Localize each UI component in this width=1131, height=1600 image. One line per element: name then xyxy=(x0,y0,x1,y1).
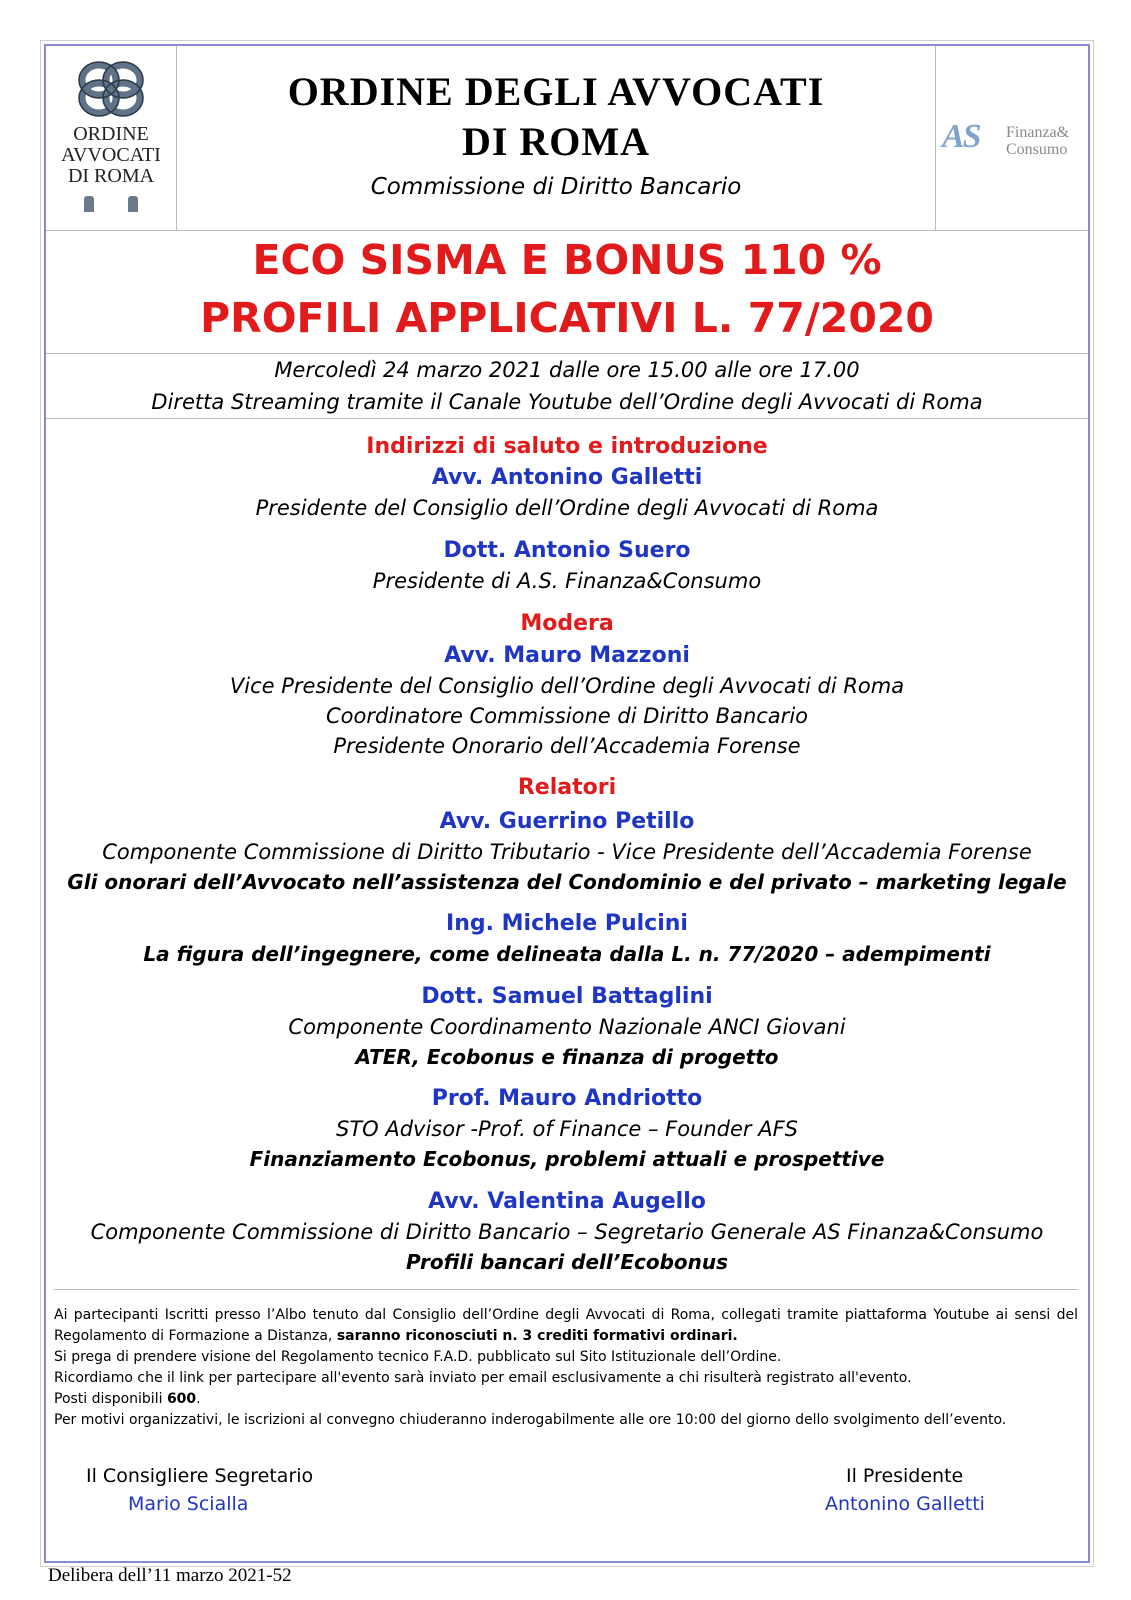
speaker4-name: Prof. Mauro Andriotto xyxy=(431,1086,703,1111)
notes-paragraph-link: Ricordiamo che il link per partecipare all'evento sarà inviato per email esclusivamente a chi risulterà registrato all'evento. xyxy=(54,1370,912,1386)
speaker2-name: Ing. Michele Pulcini xyxy=(446,911,688,936)
header xyxy=(46,46,1088,231)
divider xyxy=(46,418,1088,419)
partner-logo-letters: AS xyxy=(942,118,980,155)
speakers-heading: Relatori xyxy=(517,775,617,800)
event-title-line2: PROFILI APPLICATIVI L. 77/2020 xyxy=(200,294,934,342)
speaker3-topic: ATER, Ecobonus e finanza di progetto xyxy=(355,1045,779,1069)
speaker2-topic: La figura dell’ingegnere, come delineata dalla L. n. 77/2020 – adempimenti xyxy=(143,942,991,966)
speaker5-name: Avv. Valentina Augello xyxy=(428,1189,706,1214)
notes-paragraph-seats xyxy=(54,1389,1078,1410)
notes-seats-count: 600 xyxy=(166,1391,197,1407)
speaker5-topic: Profili bancari dell’Ecobonus xyxy=(405,1250,729,1274)
notes-credits-text: Ai partecipanti Iscritti presso l’Albo tenuto dal Consiglio dell’Ordine degli Avvocati di Roma, collegati tramite piattaforma Youtube ai sensi del Regolamento di Formazione a Distanza, xyxy=(54,1307,1078,1344)
knot-emblem-icon xyxy=(75,58,147,120)
signature-right-title: Il Presidente xyxy=(846,1465,964,1487)
moderator-role-2: Coordinatore Commissione di Diritto Bancario xyxy=(326,704,808,728)
signature-left-name: Mario Scialla xyxy=(128,1493,249,1515)
logo-ornament-icon xyxy=(84,196,138,212)
speaker5-role: Componente Commissione di Diritto Bancario – Segretario Generale AS Finanza&Consumo xyxy=(90,1220,1044,1244)
speaker1-topic: Gli onorari dell’Avvocato nell’assistenza del Condominio e del privato – marketing legale xyxy=(67,870,1067,894)
greeting2-role: Presidente di A.S. Finanza&Consumo xyxy=(372,569,762,593)
notes-seats-end: . xyxy=(196,1391,201,1407)
commission-subtitle: Commissione di Diritto Bancario xyxy=(370,174,742,200)
moderator-role-3: Presidente Onorario dell’Accademia Forense xyxy=(333,734,801,758)
logo-text-ordine: ORDINE xyxy=(73,123,149,145)
partner-logo-text-2: Consumo xyxy=(1006,141,1068,158)
notes-paragraph-credits xyxy=(54,1305,1078,1347)
notes-paragraph-deadline: Per motivi organizzativi, le iscrizioni al convegno chiuderanno inderogabilmente alle ore 10:00 del giorno dello svolgimento dell’evento. xyxy=(54,1412,1007,1428)
partner-logo xyxy=(935,46,1088,230)
speaker3-name: Dott. Samuel Battaglini xyxy=(421,984,713,1009)
event-streaming: Diretta Streaming tramite il Canale Youtube dell’Ordine degli Avvocati di Roma xyxy=(151,390,983,414)
greetings-heading: Indirizzi di saluto e introduzione xyxy=(366,434,768,459)
speaker4-topic: Finanziamento Ecobonus, problemi attuali e prospettive xyxy=(249,1147,885,1171)
speaker3-role: Componente Coordinamento Nazionale ANCI Giovani xyxy=(288,1015,846,1039)
speaker4-role: STO Advisor -Prof. of Finance – Founder AFS xyxy=(335,1117,799,1141)
delibera-footer: Delibera dell’11 marzo 2021-52 xyxy=(48,1565,292,1586)
divider xyxy=(46,353,1088,354)
order-logo xyxy=(46,46,177,230)
notes-credits-bold: saranno riconosciuti n. 3 crediti formativi ordinari. xyxy=(336,1328,738,1344)
moderator-role-1: Vice Presidente del Consiglio dell’Ordine degli Avvocati di Roma xyxy=(229,674,905,698)
signature-right-name: Antonino Galletti xyxy=(825,1493,985,1515)
event-title-line1: ECO SISMA E BONUS 110 % xyxy=(252,236,882,284)
logo-text-avvocati: AVVOCATI xyxy=(61,144,161,166)
partner-logo-text-1: Finanza& xyxy=(1006,124,1070,141)
speaker1-name: Avv. Guerrino Petillo xyxy=(439,809,695,834)
org-title-line2: DI ROMA xyxy=(461,119,651,164)
greeting2-name: Dott. Antonio Suero xyxy=(443,538,691,563)
greeting1-name: Avv. Antonino Galletti xyxy=(431,465,703,490)
signature-left-title: Il Consigliere Segretario xyxy=(86,1465,314,1487)
notes-paragraph-regulation: Si prega di prendere visione del Regolamento tecnico F.A.D. pubblicato sul Sito Istituzionale dell’Ordine. xyxy=(54,1349,782,1365)
greeting1-role: Presidente del Consiglio dell’Ordine degli Avvocati di Roma xyxy=(255,496,879,520)
divider xyxy=(54,1289,1078,1290)
moderator-name: Avv. Mauro Mazzoni xyxy=(444,643,690,668)
notes-seats-text: Posti disponibili xyxy=(54,1391,167,1407)
notes xyxy=(54,1305,1078,1431)
moderator-heading: Modera xyxy=(520,611,614,636)
org-title-line1: ORDINE DEGLI AVVOCATI xyxy=(287,69,825,114)
speaker1-role: Componente Commissione di Diritto Tributario - Vice Presidente dell’Accademia Forense xyxy=(102,840,1032,864)
logo-text-roma: DI ROMA xyxy=(67,165,155,187)
event-date: Mercoledì 24 marzo 2021 dalle ore 15.00 alle ore 17.00 xyxy=(274,358,860,382)
